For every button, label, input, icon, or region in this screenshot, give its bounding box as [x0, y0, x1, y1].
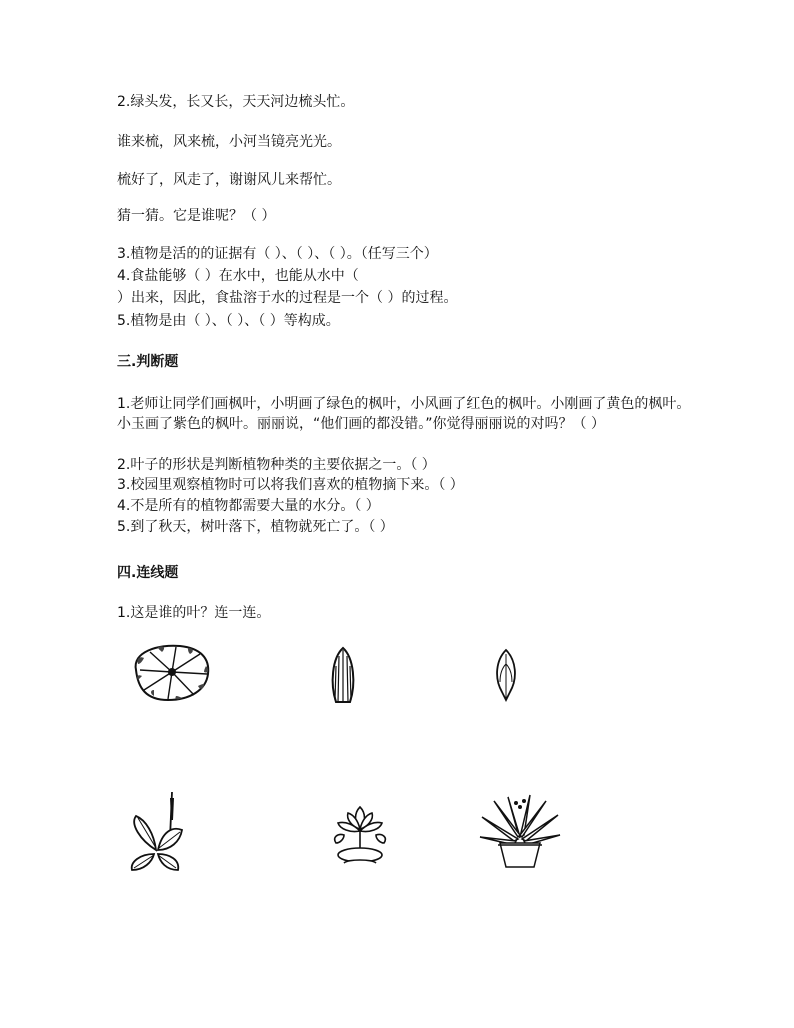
judge-q1: 1.老师让同学们画枫叶，小明画了绿色的枫叶，小风画了红色的枫叶。小刚画了黄色的枫叶。小玉画了紫色的枫叶。丽丽说，“他们画的都没错。”你觉得丽丽说的对吗？（ ）: [117, 396, 691, 432]
fill-q3: 3.植物是活的的证据有（ ）、（ ）、（ ）。（任写三个）: [117, 246, 438, 262]
judge-q2: 2.叶子的形状是判断植物种类的主要依据之一。（ ）: [117, 457, 436, 473]
plantain-leaf-icon[interactable]: [492, 648, 520, 702]
lotus-plant-icon[interactable]: [330, 803, 390, 867]
lotus-leaf-icon[interactable]: [128, 640, 212, 704]
connect-heading: 四.连线题: [117, 565, 179, 581]
aloe-pot-plant-icon[interactable]: [478, 793, 562, 869]
fill-q2-line4: 猜一猜。它是谁呢？（ ）: [117, 208, 276, 224]
grass-leaf-icon[interactable]: [328, 646, 358, 704]
plantain-plant-icon[interactable]: [126, 790, 186, 874]
judge-q5: 5.到了秋天，树叶落下，植物就死亡了。（ ）: [117, 519, 394, 535]
fill-q2-line1: 2.绿头发，长又长，天天河边梳头忙。: [117, 94, 355, 110]
connect-q1: 1.这是谁的叶？连一连。: [117, 605, 271, 621]
judge-q3: 3.校园里观察植物时可以将我们喜欢的植物摘下来。（ ）: [117, 477, 464, 493]
judge-heading: 三.判断题: [117, 354, 179, 370]
fill-q2-line3: 梳好了，风走了，谢谢风儿来帮忙。: [117, 172, 341, 188]
fill-q4-line1: 4.食盐能够（ ）在水中，也能从水中（: [117, 268, 359, 284]
judge-q4: 4.不是所有的植物都需要大量的水分。（ ）: [117, 498, 380, 514]
fill-q4-line2: ）出来，因此，食盐溶于水的过程是一个（ ）的过程。: [117, 290, 458, 306]
fill-q2-line2: 谁来梳，风来梳，小河当镜亮光光。: [117, 134, 341, 150]
fill-q5: 5.植物是由（ ）、（ ）、（ ）等构成。: [117, 313, 340, 329]
